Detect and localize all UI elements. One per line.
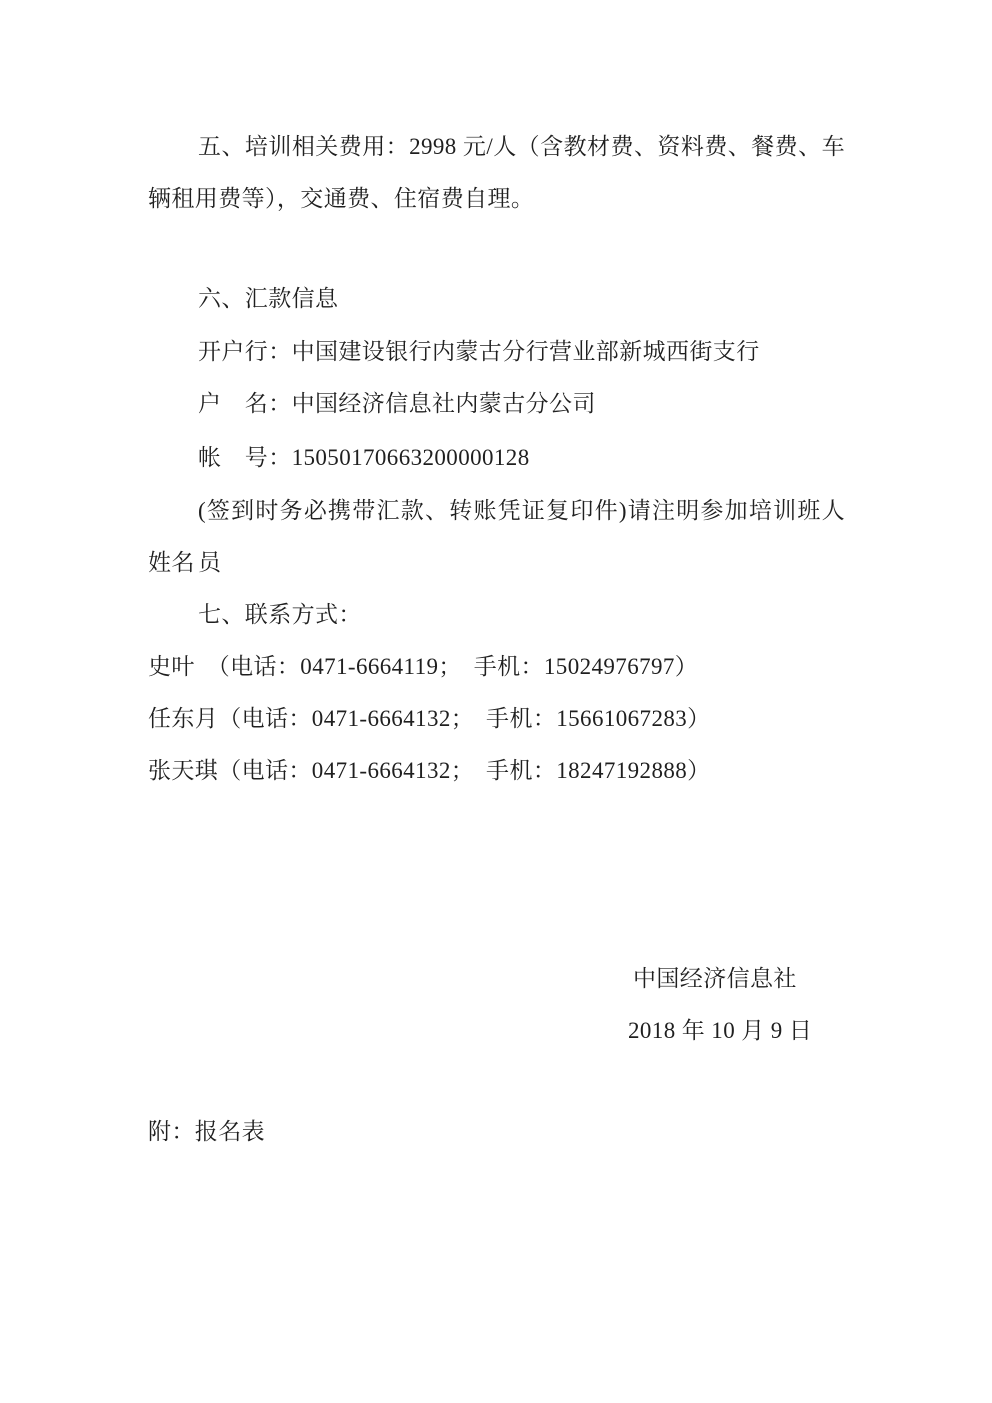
- contact-line-rendongyue: 任东月（电话：0471-6664132； 手机：15661067283）: [148, 706, 711, 731]
- contact-line-zhangtianqi: 张天琪（电话：0471-6664132； 手机：18247192888）: [148, 758, 711, 783]
- contact-section-heading: 七、联系方式：: [198, 602, 362, 627]
- account-holder-line: 户 名：中国经济信息社内蒙古分公司: [198, 391, 596, 416]
- remittance-note-line-1: (签到时务必携带汇款、转账凭证复印件)请注明参加培训班人员: [198, 498, 845, 575]
- signature-organization: 中国经济信息社: [633, 966, 797, 991]
- fee-paragraph-line-2: 辆租用费等），交通费、住宿费自理。: [148, 186, 535, 211]
- bank-name-line: 开户行：中国建设银行内蒙古分行营业部新城西街支行: [198, 339, 760, 364]
- remittance-section-heading: 六、汇款信息: [198, 286, 339, 311]
- signature-date: 2018 年 10 月 9 日: [628, 1018, 813, 1043]
- attachment-note: 附：报名表: [148, 1119, 265, 1144]
- fee-paragraph-line-1: 五、培训相关费用：2998 元/人（含教材费、资料费、餐费、车: [198, 134, 845, 159]
- account-number-line: 帐 号：15050170663200000128: [198, 445, 530, 470]
- remittance-note-line-2: 姓名: [148, 550, 195, 575]
- contact-line-shiye: 史叶 （电话：0471-6664119； 手机：15024976797）: [148, 654, 699, 679]
